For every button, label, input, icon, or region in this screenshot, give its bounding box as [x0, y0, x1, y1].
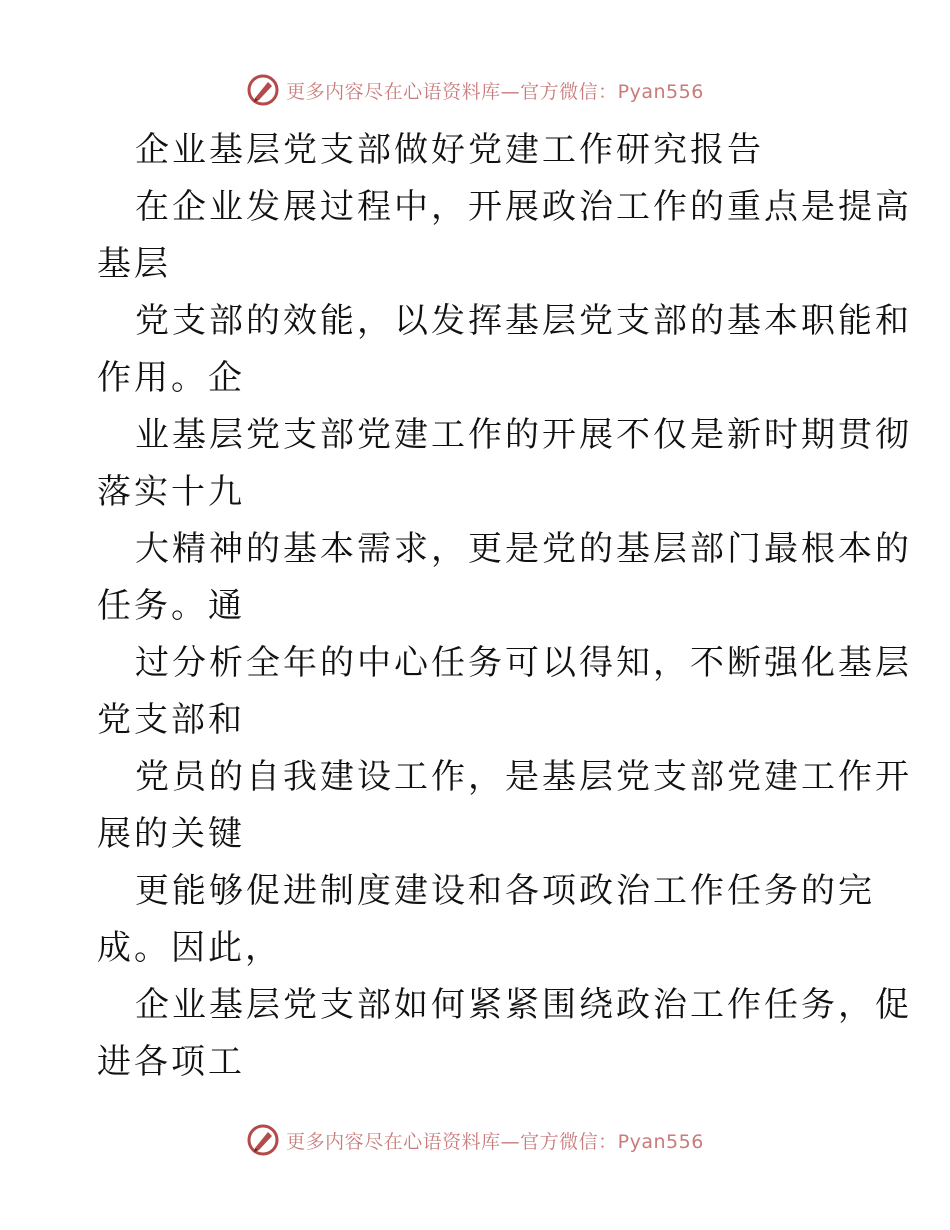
text-line: 过分析全年的中心任务可以得知，不断强化基层 [135, 643, 912, 683]
pen-logo-icon [246, 1123, 280, 1157]
text-line: 党员的自我建设工作，是基层党支部党建工作开 [135, 757, 912, 797]
text-line: 作用。企 [97, 358, 245, 398]
watermark-text: 更多内容尽在心语资料库—官方微信：Pyan556 [286, 80, 704, 103]
text-line: 大精神的基本需求，更是党的基层部门最根本的 [135, 529, 912, 569]
pen-logo-icon [246, 73, 280, 107]
text-line: 展的关键 [97, 814, 245, 854]
document-title: 企业基层党支部做好党建工作研究报告 [135, 130, 764, 170]
header-watermark [0, 70, 950, 110]
text-line: 更能够促进制度建设和各项政治工作任务的完 [135, 871, 875, 911]
text-line: 企业基层党支部如何紧紧围绕政治工作任务，促 [135, 985, 912, 1025]
footer-watermark [0, 1120, 950, 1160]
text-line: 党支部的效能，以发挥基层党支部的基本职能和 [135, 301, 912, 341]
text-line: 基层 [97, 244, 171, 284]
document-body [97, 122, 912, 1091]
watermark-text: 更多内容尽在心语资料库—官方微信：Pyan556 [286, 1130, 704, 1153]
text-line: 业基层党支部党建工作的开展不仅是新时期贯彻 [135, 415, 912, 455]
text-line: 进各项工 [97, 1042, 245, 1082]
text-line: 落实十九 [97, 472, 245, 512]
text-line: 党支部和 [97, 700, 245, 740]
text-line: 任务。通 [97, 586, 245, 626]
text-line: 成。因此， [97, 928, 282, 968]
text-line: 在企业发展过程中，开展政治工作的重点是提高 [135, 187, 912, 227]
